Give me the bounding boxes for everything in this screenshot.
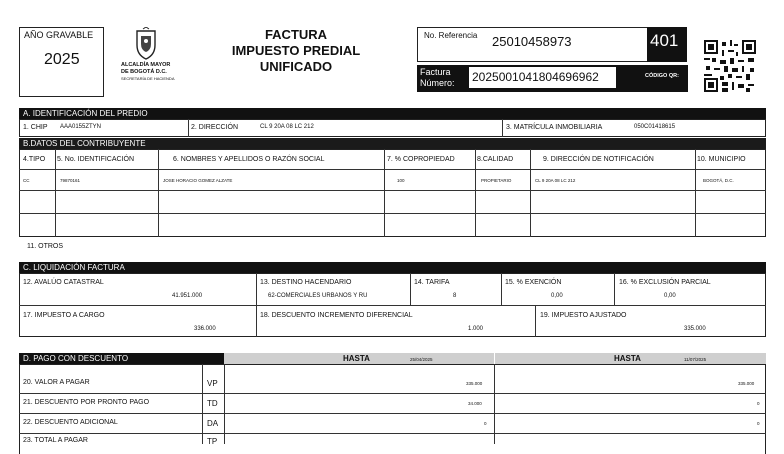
bogota-logo (131, 27, 161, 61)
divider (494, 364, 495, 444)
col-direccion-notificacion: 9. DIRECCIÓN DE NOTIFICACIÓN (543, 156, 654, 163)
divider (502, 119, 503, 137)
cell-municipio: BOGOTÁ, D.C. (703, 178, 734, 183)
col-nombres: 6. NOMBRES Y APELLIDOS O RAZÓN SOCIAL (173, 156, 325, 163)
descuento-incremento-value: 1.000 (468, 326, 484, 332)
pay-row-v2: 0 (757, 401, 760, 406)
col-copropiedad: 7. % COPROPIEDAD (387, 156, 455, 163)
matricula-value: 050C01418615 (634, 124, 676, 130)
col1-date: 25/04/2025 (410, 357, 433, 362)
pay-row-code: TP (207, 437, 218, 446)
divider (202, 364, 203, 444)
pay-row-label: 21. DESCUENTO POR PRONTO PAGO (23, 399, 150, 406)
exencion-value: 0,00 (551, 293, 563, 299)
divider (19, 305, 766, 306)
divider (256, 273, 257, 305)
col2-date: 11/07/2025 (684, 357, 707, 362)
cell-tipo: CC (23, 178, 30, 183)
address-label: 2. DIRECCIÓN (191, 124, 239, 131)
form-code: 401 (650, 31, 679, 50)
logo-text-2: DE BOGOTÁ D.C. (121, 69, 167, 75)
logo-text-3: SECRETARÍA DE HACIENDA (121, 76, 175, 81)
descuento-incremento-label: 18. DESCUENTO INCREMENTO DIFERENCIAL (260, 312, 413, 319)
divider (475, 149, 476, 237)
invoice-label-2: Número: (420, 78, 455, 88)
impuesto-cargo-label: 17. IMPUESTO A CARGO (23, 312, 105, 319)
year-label: AÑO GRAVABLE (24, 30, 94, 40)
col-municipio: 10. MUNICIPIO (697, 156, 746, 163)
col-tipo: 4.TIPO (23, 156, 46, 163)
impuesto-ajustado-label: 19. IMPUESTO AJUSTADO (540, 312, 627, 319)
pay-row-code: DA (207, 419, 219, 428)
matricula-label: 3. MATRÍCULA INMOBILIARIA (506, 124, 603, 131)
tarifa-label: 14. TARIFA (414, 279, 450, 286)
chip-value: AAA0155ZTYN (60, 124, 102, 130)
section-a-title: A. IDENTIFICACIÓN DEL PREDIO (19, 108, 766, 119)
pay-row-code: VP (207, 379, 218, 388)
logo-text-1: ALCALDÍA MAYOR (121, 62, 171, 68)
section-c-title: C. LIQUIDACIÓN FACTURA (19, 262, 766, 273)
divider (19, 190, 766, 191)
cell-calidad: PROPIETARIO (481, 178, 512, 183)
divider (19, 169, 766, 170)
exclusion-label: 16. % EXCLUSIÓN PARCIAL (619, 279, 711, 286)
divider (188, 119, 189, 137)
section-d-title: D. PAGO CON DESCUENTO (19, 353, 224, 364)
divider (19, 413, 766, 414)
divider (501, 273, 502, 305)
avaluo-value: 41.951.000 (172, 293, 203, 299)
divider (256, 305, 257, 337)
divider (55, 149, 56, 237)
divider (224, 364, 225, 444)
destino-value: 62-COMERCIALES URBANOS Y RU (268, 293, 368, 299)
address-value: CL 9 20A 08 LC 212 (260, 124, 314, 130)
invoice-value: 2025001041804696962 (472, 70, 599, 84)
divider (530, 149, 531, 237)
pay-row-v1: 0 (484, 421, 487, 426)
cell-direccion: CL 9 20A 08 LC 212 (535, 178, 576, 183)
chip-label: 1. CHIP (23, 124, 48, 131)
section-b-title: B.DATOS DEL CONTRIBUYENTE (19, 138, 766, 149)
pay-row-label: 23. TOTAL A PAGAR (23, 437, 88, 444)
cell-copropiedad: 100 (397, 178, 405, 183)
tarifa-value: 8 (453, 293, 457, 299)
divider (19, 213, 766, 214)
divider (410, 273, 411, 305)
divider (535, 305, 536, 337)
divider (384, 149, 385, 237)
divider (19, 393, 766, 394)
pay-row-label: 22. DESCUENTO ADICIONAL (23, 419, 118, 426)
divider (614, 273, 615, 305)
reference-label: No. Referencia (424, 31, 478, 40)
title-line-3: UNIFICADO (259, 59, 333, 74)
exclusion-value: 0,00 (664, 293, 676, 299)
title-line-2: IMPUESTO PREDIAL (231, 43, 361, 58)
avaluo-label: 12. AVALÚO CATASTRAL (23, 279, 104, 286)
coat-of-arms-icon (131, 27, 161, 61)
others-label: 11. OTROS (27, 243, 64, 250)
exencion-label: 15. % EXENCIÓN (505, 279, 562, 286)
year-value: 2025 (44, 51, 80, 68)
destino-label: 13. DESTINO HACENDARIO (260, 279, 352, 286)
pay-row-code: TD (207, 399, 218, 408)
qr-code-icon (704, 40, 756, 92)
col1-header: HASTA (343, 354, 370, 363)
cell-nombres: JOSE HORACIO GOMEZ ALZATE (163, 178, 233, 183)
title-line-1: FACTURA (264, 27, 328, 42)
col-identificacion: 5. No. IDENTIFICACIÓN (57, 156, 135, 163)
divider (158, 149, 159, 237)
qr-label: CÓDIGO QR: (645, 73, 679, 79)
col-calidad: 8.CALIDAD (477, 156, 514, 163)
divider (19, 433, 766, 434)
cell-identificacion: 79870161 (60, 178, 81, 183)
impuesto-cargo-value: 336.000 (194, 326, 216, 332)
invoice-label-1: Factura (420, 67, 451, 77)
impuesto-ajustado-value: 335.000 (684, 326, 706, 332)
col2-header: HASTA (614, 354, 641, 363)
divider (695, 149, 696, 237)
pay-row-label: 20. VALOR A PAGAR (23, 379, 90, 386)
pay-row-v1: 34.000 (468, 401, 482, 406)
qr-code (704, 40, 756, 92)
pay-row-v2: 0 (757, 421, 760, 426)
pay-row-v1: 335.000 (466, 381, 483, 386)
pay-row-v2: 335.000 (738, 381, 755, 386)
reference-value: 25010458973 (492, 34, 572, 49)
